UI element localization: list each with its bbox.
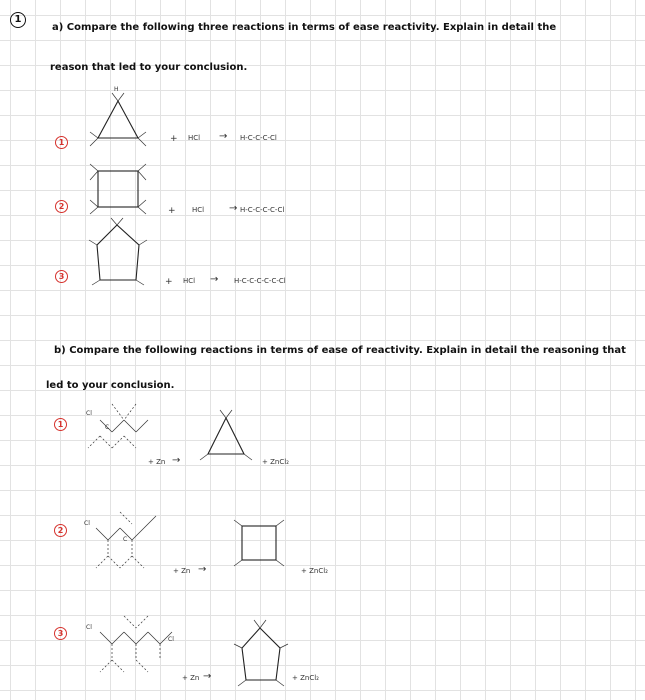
part-b-r1-byproduct: + ZnCl₂ — [262, 458, 289, 466]
part-a-question-line2: reason that led to your conclusion. — [50, 62, 248, 73]
part-a-r1-arrow: → — [219, 131, 228, 142]
atom-label-cl-3: Cl — [86, 624, 92, 631]
product-cyclopentane-structure — [234, 620, 288, 686]
part-a-r3-plus: + — [165, 277, 173, 287]
atom-label-cl-2: Cl — [84, 520, 90, 527]
part-a-reaction-2-number: 2 — [55, 200, 68, 213]
part-a-r1-plus: + — [170, 134, 178, 144]
part-b-r3-reagent: + Zn — [182, 674, 200, 682]
dichloropentane-structure — [100, 616, 172, 672]
part-a-r3-arrow: → — [210, 274, 219, 285]
cyclopentane-structure — [89, 218, 147, 285]
part-b-question-line2: led to your conclusion. — [46, 380, 175, 391]
main-question-number: 1 — [10, 12, 26, 28]
cyclopropane-structure — [90, 93, 146, 146]
part-a-r2-plus: + — [168, 206, 176, 216]
part-a-question-line1: a) Compare the following three reactions in terms of ease reactivity. Explain in detail the — [52, 22, 557, 33]
part-b-r1-arrow: → — [172, 455, 181, 466]
part-b-r2-arrow: → — [198, 564, 207, 575]
part-a-r1-product: H-C-C-C-Cl — [240, 134, 277, 142]
atom-label-c-2: C — [123, 536, 128, 543]
product-cyclobutane-structure — [234, 520, 284, 566]
atom-label-cl-4: Cl — [168, 636, 174, 643]
part-a-r2-product: H-C-C-C-C-Cl — [240, 206, 285, 214]
atom-label-h: H — [114, 86, 119, 93]
part-a-r1-reagent: HCl — [188, 134, 201, 142]
part-a-reaction-3-number: 3 — [55, 270, 68, 283]
part-b-reaction-3-number: 3 — [54, 627, 67, 640]
part-b-r3-arrow: → — [203, 671, 212, 682]
part-b-r3-byproduct: + ZnCl₂ — [292, 674, 319, 682]
part-b-r1-reagent: + Zn — [148, 458, 166, 466]
dichloropropane-structure — [88, 404, 148, 448]
part-b-r2-byproduct: + ZnCl₂ — [301, 567, 328, 575]
atom-label-cl: Cl — [86, 410, 92, 417]
part-a-reaction-1-number: 1 — [55, 136, 68, 149]
part-a-r2-arrow: → — [229, 203, 238, 214]
part-b-r2-reagent: + Zn — [173, 567, 191, 575]
part-b-question-line1: b) Compare the following reactions in terms of ease of reactivity. Explain in detail the reasoning that — [54, 345, 626, 356]
part-b-reaction-1-number: 1 — [54, 418, 67, 431]
part-a-r3-product: H-C-C-C-C-C-Cl — [234, 277, 286, 285]
cyclobutane-structure — [90, 164, 146, 214]
part-a-r3-reagent: HCl — [183, 277, 196, 285]
product-cyclopropane-structure — [200, 410, 252, 460]
atom-label-c: C — [105, 424, 110, 431]
part-a-r2-reagent: HCl — [192, 206, 205, 214]
part-b-reaction-2-number: 2 — [54, 524, 67, 537]
